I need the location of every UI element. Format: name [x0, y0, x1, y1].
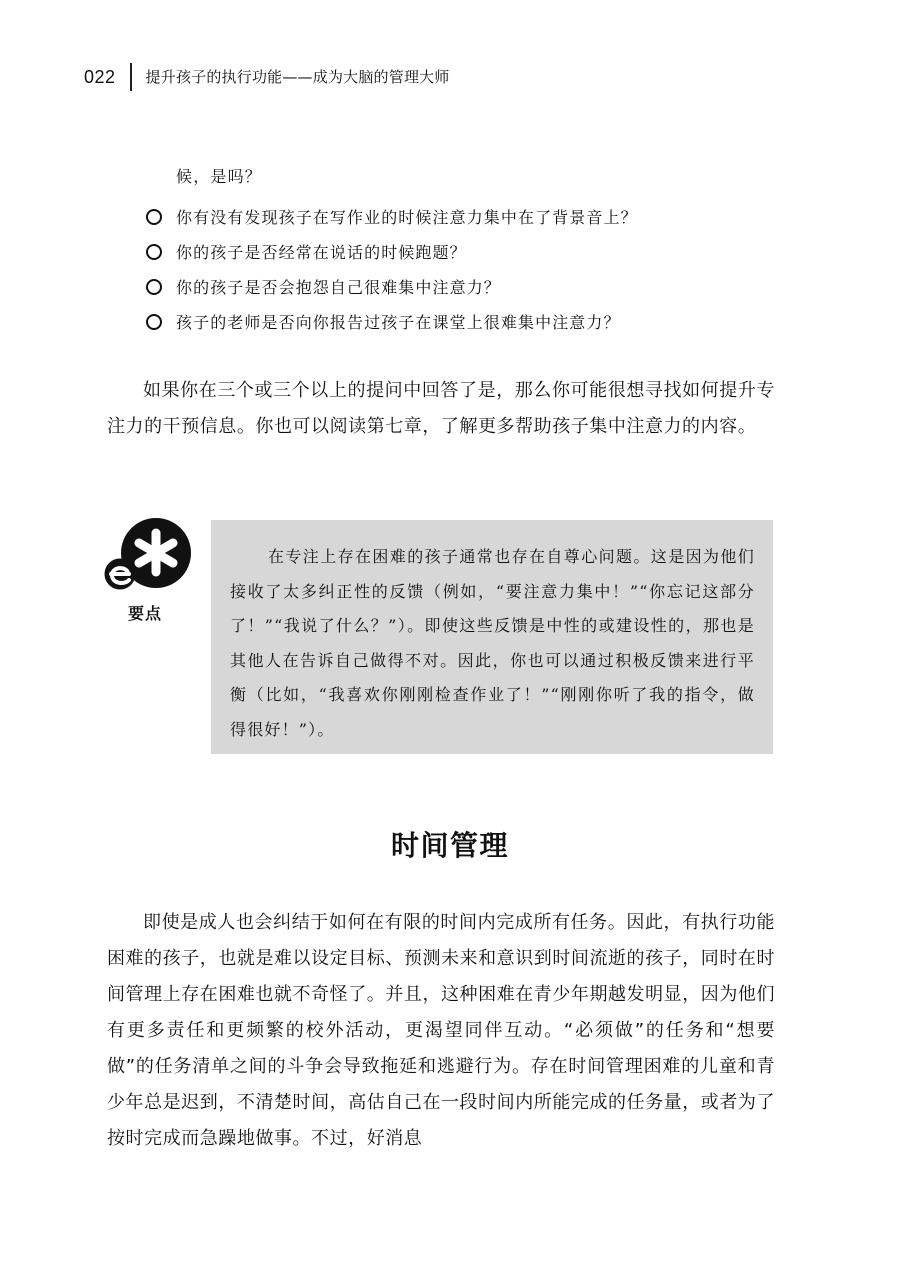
question-text: 你有没有发现孩子在写作业的时候注意力集中在了背景音上？ — [176, 208, 638, 227]
page-number: 022 — [84, 67, 116, 87]
hollow-circle-bullet-icon — [146, 244, 162, 260]
keypoint-callout — [211, 520, 773, 754]
list-item — [146, 234, 638, 269]
question-text: 你的孩子是否会抱怨自己很难集中注意力？ — [176, 278, 501, 297]
list-item — [146, 269, 638, 304]
hollow-circle-bullet-icon — [146, 314, 162, 330]
question-text: 孩子的老师是否向你报告过孩子在课堂上很难集中注意力？ — [176, 313, 621, 332]
header-divider — [130, 63, 132, 91]
body-paragraph: 即使是成人也会纠结于如何在有限的时间内完成所有任务。因此，有执行功能困难的孩子，也就是难以设定目标、预测未来和意识到时间流逝的孩子，同时在时间管理上存在困难也就不奇怪了。并且，这种困难在青少年期越发明显，因为他们有更多责任和更频繁的校外活动，更渴望同伴互动。“必须做”的任务和“想要做”的任务清单之间的斗争会导致拖延和逃避行为。存在时间管理困难的儿童和青少年总是迟到，不清楚时间，高估自己在一段时间内所能完成的任务量，或者为了按时完成而急躁地做事。不过，好消息 — [107, 912, 775, 1149]
keypoint-label: 要点 — [128, 604, 163, 623]
body-paragraph: 如果你在三个或三个以上的提问中回答了是，那么你可能很想寻找如何提升专注力的干预信息。你也可以阅读第七章，了解更多帮助孩子集中注意力的内容。 — [107, 380, 775, 437]
page-header — [84, 62, 450, 92]
book-title: 提升孩子的执行功能——成为大脑的管理大师 — [145, 67, 450, 86]
list-item — [146, 304, 638, 339]
question-list — [146, 199, 638, 339]
continued-question-text: 候，是吗？ — [176, 167, 263, 186]
list-item — [146, 199, 638, 234]
keypoint-text: 在专注上存在困难的孩子通常也存在自尊心问题。这是因为他们接收了太多纠正性的反馈（例如，“要注意力集中！”“你忘记这部分了！”“我说了什么？”）。即使这些反馈是中性的或建设性的，那也是其他人在告诉自己做得不对。因此，你也可以通过积极反馈来进行平衡（比如，“我喜欢你刚刚检查作业了！”“刚刚你听了我的指令，做得很好！”）。 — [230, 547, 755, 739]
hollow-circle-bullet-icon — [146, 279, 162, 295]
hollow-circle-bullet-icon — [146, 209, 162, 225]
section-title: 时间管理 — [390, 829, 509, 862]
question-text: 你的孩子是否经常在说话的时候跑题？ — [176, 243, 467, 262]
